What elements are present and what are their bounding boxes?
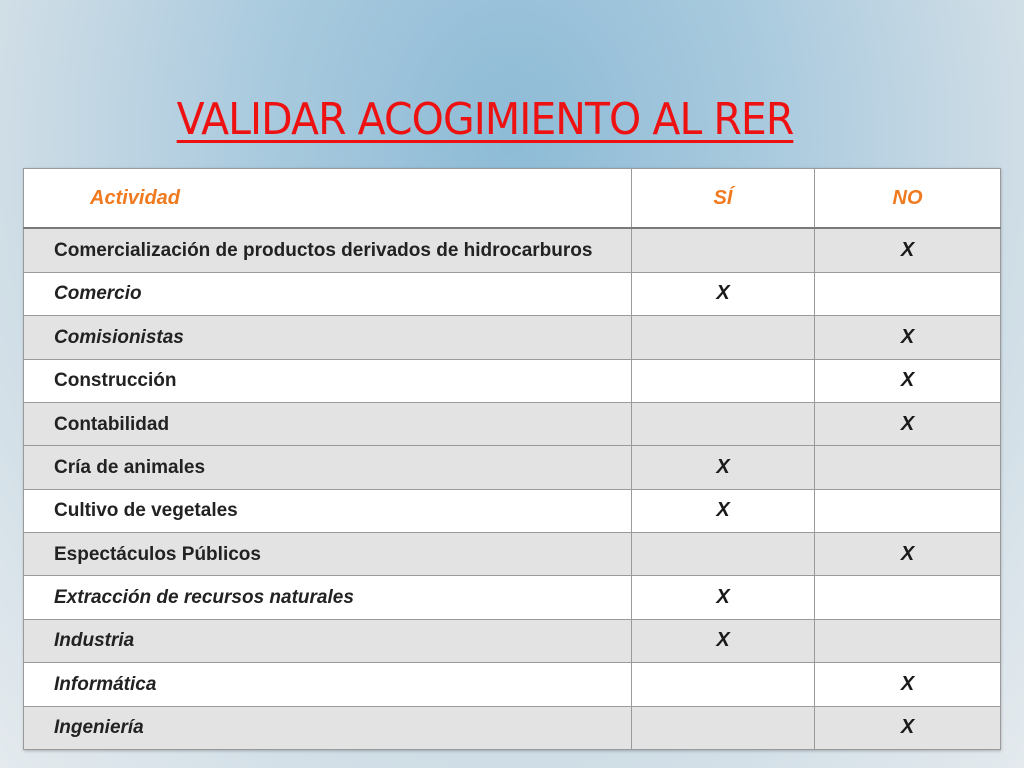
activity-table <box>23 168 1001 750</box>
activity-cell: Informática <box>24 663 632 706</box>
yes-mark-cell: X <box>632 576 815 619</box>
table-header-row <box>24 169 1001 229</box>
yes-mark-cell <box>632 228 815 272</box>
no-mark-cell: X <box>815 706 1001 749</box>
activity-cell: Contabilidad <box>24 402 632 445</box>
no-mark-cell <box>815 489 1001 532</box>
yes-mark-cell <box>632 706 815 749</box>
table-row <box>24 402 1001 445</box>
yes-mark-cell: X <box>632 446 815 489</box>
activity-cell: Industria <box>24 619 632 662</box>
header-no: NO <box>815 169 1001 229</box>
no-mark-cell: X <box>815 316 1001 359</box>
table-row <box>24 489 1001 532</box>
activity-table-container <box>23 168 1000 750</box>
activity-cell: Cría de animales <box>24 446 632 489</box>
activity-cell: Ingeniería <box>24 706 632 749</box>
slide-title: VALIDAR ACOGIMIENTO AL RER <box>176 94 794 145</box>
table-row <box>24 663 1001 706</box>
yes-mark-cell: X <box>632 272 815 315</box>
no-mark-cell: X <box>815 402 1001 445</box>
table-row <box>24 228 1001 272</box>
activity-cell: Cultivo de vegetales <box>24 489 632 532</box>
activity-cell: Comercialización de productos derivados de hidrocarburos <box>24 228 632 272</box>
yes-mark-cell <box>632 316 815 359</box>
header-yes: SÍ <box>632 169 815 229</box>
yes-mark-cell <box>632 402 815 445</box>
table-row <box>24 706 1001 749</box>
header-activity: Actividad <box>24 169 632 229</box>
activity-cell: Comercio <box>24 272 632 315</box>
table-row <box>24 272 1001 315</box>
table-row <box>24 316 1001 359</box>
table-row <box>24 359 1001 402</box>
table-row <box>24 576 1001 619</box>
no-mark-cell: X <box>815 533 1001 576</box>
activity-cell: Comisionistas <box>24 316 632 359</box>
yes-mark-cell <box>632 533 815 576</box>
yes-mark-cell: X <box>632 489 815 532</box>
yes-mark-cell: X <box>632 619 815 662</box>
no-mark-cell: X <box>815 663 1001 706</box>
table-row <box>24 533 1001 576</box>
activity-cell: Construcción <box>24 359 632 402</box>
yes-mark-cell <box>632 359 815 402</box>
activity-cell: Extracción de recursos naturales <box>24 576 632 619</box>
no-mark-cell <box>815 272 1001 315</box>
no-mark-cell <box>815 446 1001 489</box>
no-mark-cell: X <box>815 359 1001 402</box>
table-row <box>24 446 1001 489</box>
no-mark-cell <box>815 576 1001 619</box>
no-mark-cell <box>815 619 1001 662</box>
table-row <box>24 619 1001 662</box>
activity-cell: Espectáculos Públicos <box>24 533 632 576</box>
yes-mark-cell <box>632 663 815 706</box>
no-mark-cell: X <box>815 228 1001 272</box>
